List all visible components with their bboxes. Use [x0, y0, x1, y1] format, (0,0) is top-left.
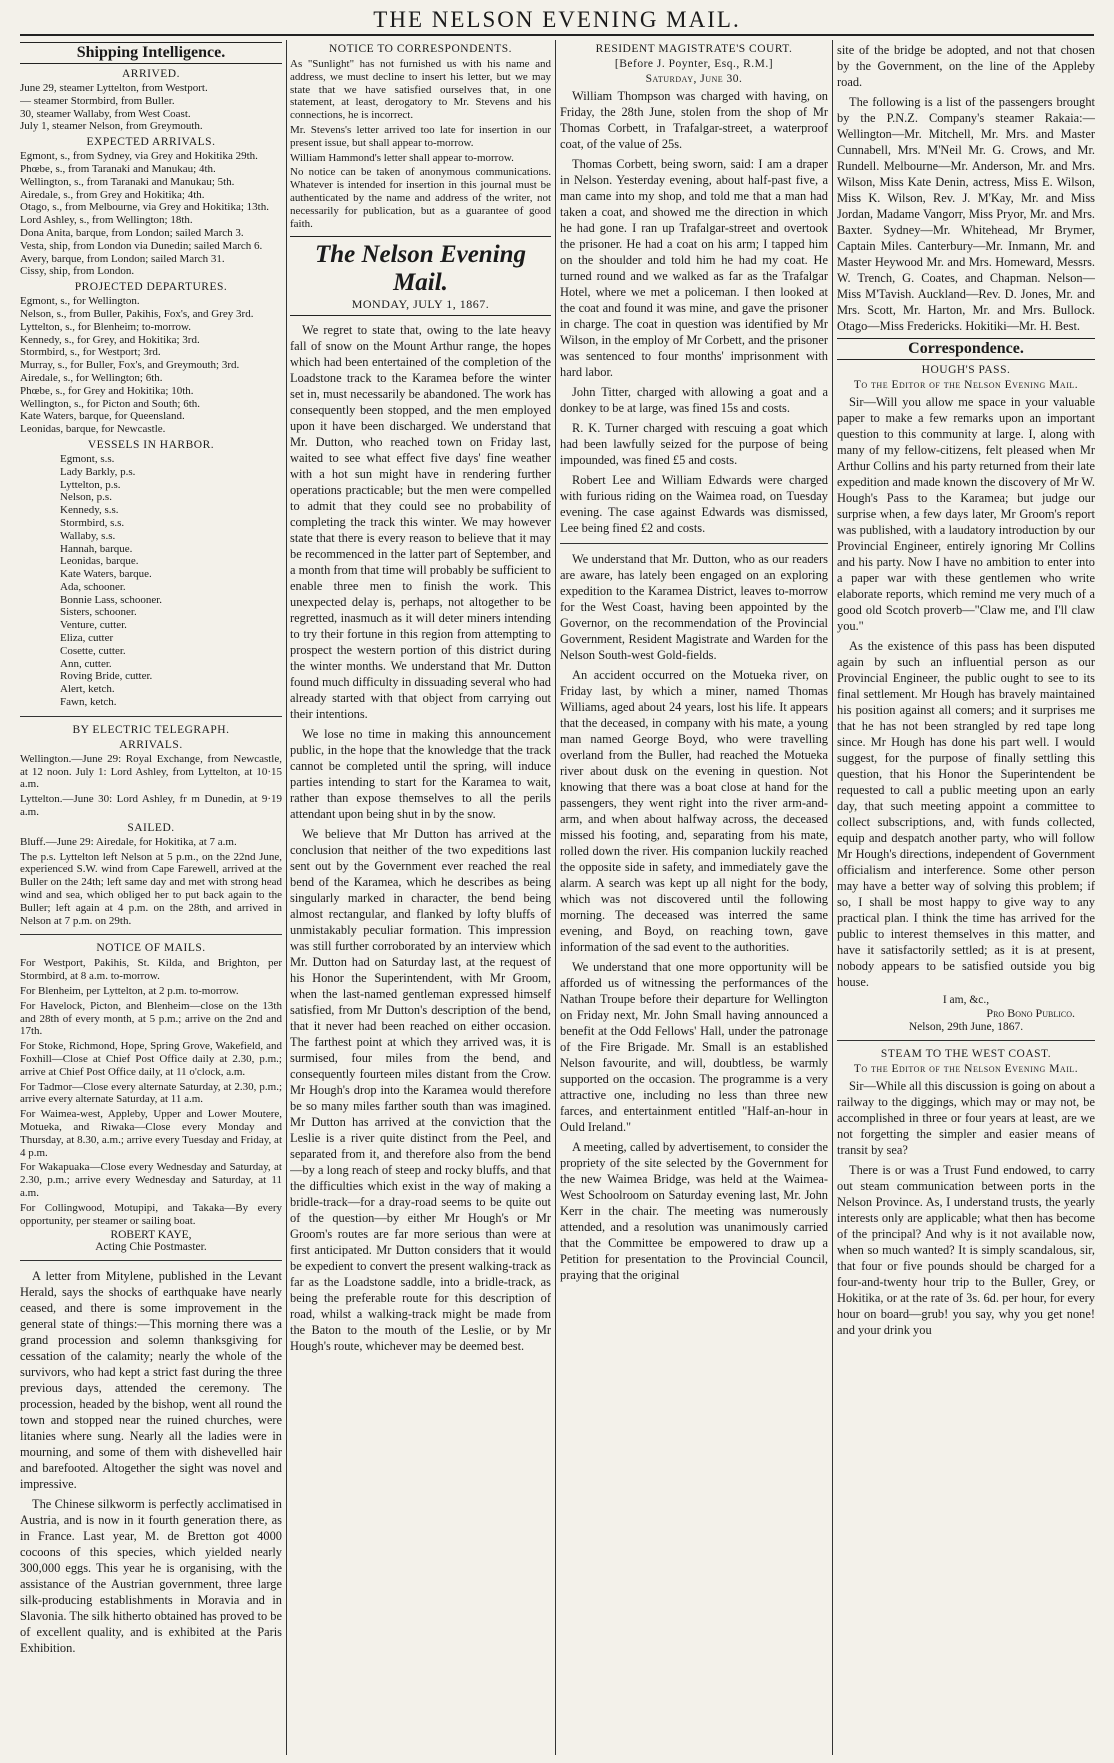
list-item: Airedale, s., for Wellington; 6th. — [20, 371, 163, 384]
notice-item: No notice can be taken of anonymous communications. Whatever is intended for insertion in this journal must be authenticated by the name and address of the writer, not necessarily for publication, but as a guarantee of good faith. — [290, 166, 551, 230]
list-item: Egmont, s.s. — [60, 452, 115, 465]
list-item: Fawn, ketch. — [60, 696, 117, 709]
divider — [20, 934, 282, 935]
projected-list — [20, 295, 282, 436]
lyttelton-note: The p.s. Lyttelton left Nelson at 5 p.m., on the 22nd June, experienced S.W. wind from Cape Farewell, arrived at the Buller on the 24th; left same day and met with strong head wind and sea, which obliged her to put back again to the Buller; left again at 4 p.m. on the 28th, and arrived in Nelson at 7 p.m. on 29th. — [20, 850, 282, 927]
list-item: Stormbird, s.s. — [60, 516, 125, 529]
shipping-title: Shipping Intelligence. — [20, 42, 282, 64]
list-item: Avery, barque, from London; sailed March 31. — [20, 252, 225, 265]
expected-heading: EXPECTED ARRIVALS. — [86, 136, 216, 149]
list-item: Lyttelton, p.s. — [60, 478, 121, 491]
correspondence-title: Correspondence. — [837, 338, 1095, 360]
list-item: Alert, ketch. — [60, 683, 115, 696]
list-item: Wellington, s., from Taranaki and Manukau; 5th. — [20, 175, 235, 188]
letter-address: To the Editor of the Nelson Evening Mail. — [853, 379, 1079, 391]
telegraph-entry: Bluff.—June 29: Airedale, for Hokitika, at 7 a.m. — [20, 835, 237, 848]
letter-heading: HOUGH'S PASS. — [921, 364, 1011, 376]
list-item: Nelson, p.s. — [60, 491, 112, 504]
divider — [560, 543, 828, 544]
list-item: Stormbird, s., for Westport; 3rd. — [20, 346, 161, 359]
mail-entry: For Westport, Pakihis, St. Kilda, and Brighton, per Stormbird, at 8 a.m. to-morrow. — [20, 957, 282, 983]
list-item: Airedale, s., from Grey and Hokitika; 4th. — [20, 188, 205, 201]
court-heading: RESIDENT MAGISTRATE'S COURT. — [595, 43, 793, 55]
letter-date: Nelson, 29th June, 1867. — [908, 1021, 1024, 1033]
list-item: Hannah, barque. — [60, 542, 133, 555]
notice-item: William Hammond's letter shall appear to-morrow. — [290, 151, 514, 164]
divider — [20, 1260, 282, 1261]
news-paragraph: We understand that Mr. Dutton, who as our readers are aware, has lately been engaged on an exploring expedition to the Karamea District, leaves to-morrow for the West Coast, having been appointed by the Governor, on the recommendation of the Provincial Government, Resident Magistrate and Warden for the Nelson South-west Gold-fields. — [560, 552, 828, 662]
list-item: Leonidas, barque. — [60, 555, 139, 568]
list-item: June 29, steamer Lyttelton, from Westport. — [20, 82, 208, 94]
masthead: THE NELSON EVENING MAIL. — [20, 6, 1094, 36]
telegraph-heading: BY ELECTRIC TELEGRAPH. — [72, 723, 230, 736]
bridge-continuation: site of the bridge be adopted, and not that chosen by the Government, on the line of the Appleby road. — [837, 43, 1095, 89]
column-1 — [20, 40, 282, 1757]
notice-heading: NOTICE TO CORRESPONDENTS. — [329, 43, 512, 55]
court-date: Saturday, June 30. — [645, 73, 743, 85]
divider — [837, 1040, 1095, 1041]
list-item: Roving Bride, cutter. — [60, 670, 153, 683]
mail-entry: For Collingwood, Motupipi, and Takaka—By every opportunity, per steamer or sailing boat. — [20, 1201, 282, 1227]
letter-paragraph: Sir—Will you allow me space in your valuable paper to make a few remarks upon an important question to this community at large. I, along with many of my fellow-citizens, felt pleased when Mr Arthur Collins and his party returned from their late expedition and made known the discovery of Mr W. Hough's Pass to the Karamea; but judge our surprise when, a few days later, Mr Groom's report was published, with a laudatory introduction by our Provincial Engineer, entirely ignoring Mr Collins and his party. Now I have no ambition to enter into a paper war with these gentlemen who write elaborate reports, which remind me very much of a good old Scotch proverb—"Claw me, and I'll claw you." — [837, 395, 1095, 633]
court-case: William Thompson was charged with having, on Friday, the 28th June, stolen from the shop of Mr Thomas Corbett, in Trafalgar-street, a waterproof coat, of the value of 25s. — [560, 89, 828, 151]
list-item: Egmont, s., for Wellington. — [20, 295, 140, 308]
list-item: Leonidas, barque, for Newcastle. — [20, 423, 166, 436]
telegraph-sailed-heading: SAILED. — [127, 821, 175, 834]
mail-entry: For Waimea-west, Appleby, Upper and Lower Moutere, Motueka, and Riwaka—Close every Monday and Thursday, at 8.30, a.m.; arrive every Tuesday and Friday, at 4 p.m. — [20, 1108, 282, 1159]
list-item: Kennedy, s., for Grey, and Hokitika; 3rd. — [20, 333, 200, 346]
list-item: Eliza, cutter — [60, 632, 114, 645]
court-case: Robert Lee and William Edwards were charged with furious riding on the Waimea road, on Tuesday evening. The case against Edwards was dismissed, Lee being fined £2 and costs. — [560, 473, 828, 535]
editorial-paragraph: We believe that Mr Dutton has arrived at the conclusion that neither of the two expeditions last sent out by the Government ever reached the real bend of the Karamea, which he describes as being singularly marked in character, the bend being almost rectangular, and flanked by lofty bluffs of unmistakably peculiar formation. This impression was still further corroborated by an interview which Mr. Dutton had on Saturday last, at the request of his Honor the Superintendent, with Mr Groom, when the last-named gentleman expressed himself satisfied, from Mr Dutton's description of the bend, that it never had been reached on either occasion. The farthest point at which they arrived was, it is surmised, four miles from the bend, and consequently fourteen miles distant from the Crow. Mr Hough's drop into the Karamea would therefore be so many miles farther south than was imagined. Mr Dutton has arrived at the conviction that the Leslie is a river quite distinct from the Peel, and separated from it, and therefore also from the bend—by a long reach of steep and rocky bluffs, and that the difficulties which exist in the way of making a bridle-track—for a dray-road seems to be quite out of the question—by either Mr Hough's or Mr Groom's routes are far more serious than were at first anticipated. Mr Dutton considers that it would be expedient to convert the present walking-track as far as the Loadstone saddle, into a bridle-track, as being the preferable route for this description of road, whilst a walking-track might be made from the Baton to the mouth of the Leslie, or by Mr Hough's route, whichever may be deemed best. — [290, 827, 551, 1354]
court-case: R. K. Turner charged with rescuing a goat which had been lawfully seized for the purpose of being impounded, was fined £5 and costs. — [560, 421, 828, 467]
letter-paragraph: There is or was a Trust Fund endowed, to carry out steam communication between ports in the Nelson Province. As, I understand trusts, the yearly interests only are applicable; what then has become of the principal? And why is it not available now, when so much wanted? It is simply scandalous, sir, that four or five pounds should be charged for a four-and-twenty hour trip to the Buller, Grey, or Hokitika, or at the rate of 3s. 6d. per hour, for every hour on board—grub! you say, why you get none! and your drink you — [837, 1163, 1095, 1337]
editorial-paragraph: We lose no time in making this announcement public, in the hope that the knowledge that the track cannot be completed until the spring, will induce parties intending to start for the Karamea to wait, rather than expose themselves to all the perils attendant upon being shut in by the snow. — [290, 727, 551, 822]
list-item: Sisters, schooner. — [60, 606, 137, 619]
letter-address: To the Editor of the Nelson Evening Mail. — [853, 1063, 1079, 1075]
issue-date: MONDAY, JULY 1, 1867. — [290, 297, 551, 316]
list-item: Venture, cutter. — [60, 619, 127, 632]
postmaster-title: Acting Chie Postmaster. — [95, 1241, 207, 1254]
letter-close: I am, &c., — [942, 994, 990, 1006]
news-paragraph: A meeting, called by advertisement, to consider the propriety of the site selected by the Government for the new Waimea Bridge, was held at the Waimea-West Schoolroom on Saturday evening last, Mr. John Kerr in the chair. The meeting was numerously attended, and a resolution was unanimously carried that the Committee be empowered to draw up a Petition for presentation to the Provincial Council, praying that the original — [560, 1140, 828, 1282]
list-item: Wallaby, s.s. — [60, 529, 116, 542]
news-paragraph: An accident occurred on the Motueka river, on Friday last, by which a miner, named Thomas Williams, aged about 24 years, lost his life. It appears that the deceased, in company with his mate, a young man named George Boyd, who were travelling overland from the Buller, had reached the Motueka river about dusk on the evening in question. Not knowing that there was a boat close at hand for the passengers, they went right into the river arm-and-arm, and when about halfway across, the deceased missed his footing, and, separating from his mate, rolled down the river. His companion luckily reached the opposite side in safety, and immediately gave the alarm. A search was kept up all night for the body, which was not discovered until the following morning. The deceased was interred the same evening, and Boyd, on reaching town, gave information of the sad event to the authorities. — [560, 668, 828, 954]
list-item: Kate Waters, barque, for Queensland. — [20, 410, 185, 423]
list-item: — steamer Stormbird, from Buller. — [20, 94, 175, 107]
list-item: Nelson, s., from Buller, Pakihis, Fox's, and Grey 3rd. — [20, 307, 254, 320]
list-item: Phœbe, s., from Taranaki and Manukau; 4th. — [20, 162, 216, 175]
list-item: Lady Barkly, p.s. — [60, 465, 136, 478]
list-item: Ada, schooner. — [60, 580, 126, 593]
list-item: Lyttelton, s., for Blenheim; to-morrow. — [20, 320, 191, 333]
column-rule — [832, 40, 833, 1755]
list-item: Phœbe, s., for Grey and Hokitika; 10th. — [20, 384, 194, 397]
court-case: John Titter, charged with allowing a goat and a donkey to be at large, was fined 15s and costs. — [560, 385, 828, 415]
editorial-paragraph: We regret to state that, owing to the late heavy fall of snow on the Mount Arthur range, the hopes which had been entertained of the completion of the Loadstone track to the Karamea before the winter set in, must necessarily be abandoned. The work has consequently been stopped, and the men employed upon it have been discharged. We understand that Mr. Dutton, who reached town on Friday last, waited to see what effect five days' fine weather with a hot sun might have in rendering further operations practicable; but the men were compelled to admit that they could see no probability of completing the track this winter. We may however state that there is every reason to believe that it may be recommenced in the latter part of September, and a month from that time will probably be sufficient to enable three men to finish the work. This unexpected delay is, perhaps, not altogether to be regretted, inasmuch as it will deter miners intending to try their fortune in this region from attempting to prospect the western portion of this district during the winter months. We understand that Mr. Dutton found much difficulty in dissuading several who had already started with that object from carrying out their intentions. — [290, 323, 551, 722]
mail-entry: For Tadmor—Close every alternate Saturday, at 2.30, p.m.; arrive every alternate Saturday, at 11 a.m. — [20, 1080, 282, 1106]
postmaster-signature: ROBERT KAYE, — [110, 1229, 192, 1242]
telegraph-arrivals-heading: ARRIVALS. — [119, 738, 183, 751]
list-item: Lord Ashley, s., from Wellington; 18th. — [20, 214, 193, 227]
column-4 — [837, 40, 1095, 1757]
list-item: Wellington, s., for Picton and South; 6th. — [20, 397, 200, 410]
list-item: Egmont, s., from Sydney, via Grey and Hokitika 29th. — [20, 150, 258, 163]
list-item: Cosette, cutter. — [60, 644, 126, 657]
arrived-heading: ARRIVED. — [122, 68, 180, 80]
court-before: [Before J. Poynter, Esq., R.M.] — [614, 58, 774, 70]
projected-heading: PROJECTED DEPARTURES. — [74, 281, 228, 294]
notice-item: As "Sunlight" has not furnished us with his name and address, we must decline to insert his letter, but we may state that we have satisfied ourselves that, in one statement, at least, derogatory to Mr. Stevens and his connections, he is incorrect. — [290, 58, 551, 122]
column-rule — [286, 40, 287, 1755]
vessels-heading: VESSELS IN HARBOR. — [87, 438, 215, 451]
list-item: Bonnie Lass, schooner. — [60, 593, 163, 606]
list-item: Vesta, ship, from London via Dunedin; sailed March 6. — [20, 239, 263, 252]
letter-heading: STEAM TO THE WEST COAST. — [880, 1048, 1052, 1060]
mails-heading: NOTICE OF MAILS. — [96, 942, 206, 955]
telegraph-entry: Lyttelton.—June 30: Lord Ashley, fr m Dunedin, at 9·19 a.m. — [20, 793, 282, 819]
list-item: July 1, steamer Nelson, from Greymouth. — [20, 120, 203, 133]
telegraph-entry: Wellington.—June 29: Royal Exchange, from Newcastle, at 12 noon. July 1: Lord Ashley, from Lyttelton, at 10·15 a.m. — [20, 752, 282, 791]
mail-entry: For Wakapuaka—Close every Wednesday and Saturday, at 2.30, p.m.; arrive every Wednesday and Saturday, at 11 a.m. — [20, 1161, 282, 1199]
passenger-list: The following is a list of the passengers brought by the P.N.Z. Company's steamer Rakaia:—Wellington—Mr. Mitchell, Mr. Mrs. and Master Cunnabell, Mrs. M'Neil Mr. G. Crows, and Mr. Rundell. Melbourne—Mr. Anderson, Mr. and Mrs. Wilson, Miss Kate Denin, actress, Miss E. Wilson, Miss K. Wilson, Rev. J. M'Kay, Mr. and Miss Jordan, Madame Vangorr, Miss Pryor, Mr. and Mrs. Baxter. Sydney—Mr. Whitehead, Mr Brymer, Captain Miles. Canterbury—Mr. Inmann, Mr. and Master Heywood Mr. and Mrs. Homeward, Messrs. W. Trench, G. Coates, and Chapman. Nelson—Miss M'Tavish. Auckland—Rev. D. Jones, Mr. and Mrs. Scott, Mr. Harton, Mr. and Mrs. Bullock. Otago—Miss Fredericks. Hokitiki—Mr. H. Best. — [837, 95, 1095, 333]
mitylene-article: A letter from Mitylene, published in the Levant Herald, says the shocks of earthquake have nearly ceased, and there is some improvement in the general state of things:—This morning there was a grand procession and solemn thanksgiving for cessation of the calamity; nearly the whole of the survivors, who had kept a strict fast during the three previous days, attended the ceremony. The procession, headed by the bishop, went all round the town and stopped near the ruined churches, were litanies where sung. Nearly all the ladies were in mourning, and some of them with dishevelled hair and barefooted. Altogether the sight was novel and impressive. — [20, 1269, 282, 1492]
mail-entry: For Stoke, Richmond, Hope, Spring Grove, Wakefield, and Foxhill—Close at Chief Post Office daily at 2.30, p.m.; arrive at Chief Post Office daily, at 11 o'clock, a.m. — [20, 1040, 282, 1078]
silkworm-article: The Chinese silkworm is perfectly acclimatised in Austria, and is now in it fourth generation there, as in France. Last year, M. de Bretton got 4000 cocoons of this species, which yielded nearly 300,000 eggs. This year he is organising, with the assistance of the Austrian government, three large silk-producing establishments in Moravia and in Slavonia. The silk hitherto obtained has proved to be of excellent quality, and is exhibited at the Paris Exhibition. — [20, 1497, 282, 1656]
paper-title: The Nelson Evening Mail. — [290, 236, 551, 297]
list-item: Cissy, ship, from London. — [20, 265, 135, 278]
list-item: Murray, s., for Buller, Fox's, and Greymouth; 3rd. — [20, 359, 240, 372]
vessels-list — [60, 453, 282, 709]
arrived-list — [20, 82, 282, 133]
list-item: Ann, cutter. — [60, 657, 112, 670]
mail-entry: For Blenheim, per Lyttelton, at 2 p.m. to-morrow. — [20, 985, 239, 998]
column-2 — [290, 40, 551, 1757]
list-item: Kate Waters, barque. — [60, 568, 152, 581]
mail-entry: For Havelock, Picton, and Blenheim—close on the 13th and 28th of every month, at 5 p.m.; arrive on the 2nd and 17th. — [20, 999, 282, 1038]
notice-item: Mr. Stevens's letter arrived too late for insertion in our present issue, but shall appear to-morrow. — [290, 123, 551, 149]
list-item: Kennedy, s.s. — [60, 504, 119, 517]
letter-paragraph: Sir—While all this discussion is going on about a railway to the diggings, which may or may not, be accomplished in three or four years at least, are we not forgetting the simpler and easier means of transit by sea? — [837, 1079, 1095, 1157]
letter-paragraph: As the existence of this pass has been disputed again by such an influential person as our Provincial Engineer, the public ought to see to its final settlement. Mr Hough has bravely maintained his position against all comers; and it surprises me that he has not been strangled by red tape long since. Mr Hough has done his part well. I would suggest, for the purpose of finally settling this question, that his Honor the Superintendent be requested to call a public meeting upon an early day, that such meeting appoint a committee to collect subscriptions, and, with funds collected, equip and despatch another party, who will follow Mr Hough's directions, independent of Government officialism and interference. Some other person may have a better way of solving this problem; if so, I shall be most happy to give way to any practical plan. I think the time has arrived for the public to interest themselves in this matter, and have it satisfactorily settled; as it is at present, nobody appears to be satisfied outside you big house. — [837, 639, 1095, 989]
column-rule — [555, 40, 556, 1755]
divider — [20, 716, 282, 717]
court-case: Thomas Corbett, being sworn, said: I am a draper in Nelson. Yesterday evening, about half-past five, a man came into my shop, and told me that a man had taken a coat, and showed me the direction in which he had gone. I ran up Trafalgar-street and overtook the prisoner. He had a coat on his arm; I tapped him on the shoulder and told him he had my coat. He turned round and we walked as far as the Trafalgar Hotel, where we met a policeman. I then looked at the coat and found it was mine, and gave the prisoner in charge. The coat in question was identified by Mr Wilson, in the employ of Mr Corbett, and the prisoner was sentenced to four months' imprisonment with hard labor. — [560, 157, 828, 379]
list-item: Otago, s., from Melbourne, via Grey and Hokitika; 13th. — [20, 201, 269, 214]
news-paragraph: We understand that one more opportunity will be afforded us of witnessing the performances of the Nathan Troupe before their departure for Wellington on Friday next, Mr. John Small having announced a benefit at the Odd Fellows' Hall, under the patronage of the Fire Brigade. Mr. Small is an established Nelson favourite, and will, doubtless, be warmly supported on the occasion. The programme is a very attractive one, including no less than three new farces, and entertainment entitled "Half-an-hour in Ould Ireland." — [560, 960, 828, 1134]
list-item: 30, steamer Wallaby, from West Coast. — [20, 107, 191, 120]
expected-list — [20, 150, 282, 278]
list-item: Dona Anita, barque, from London; sailed March 3. — [20, 226, 244, 239]
letter-signature: Pro Bono Publico. — [986, 1006, 1075, 1020]
column-3 — [560, 40, 828, 1757]
